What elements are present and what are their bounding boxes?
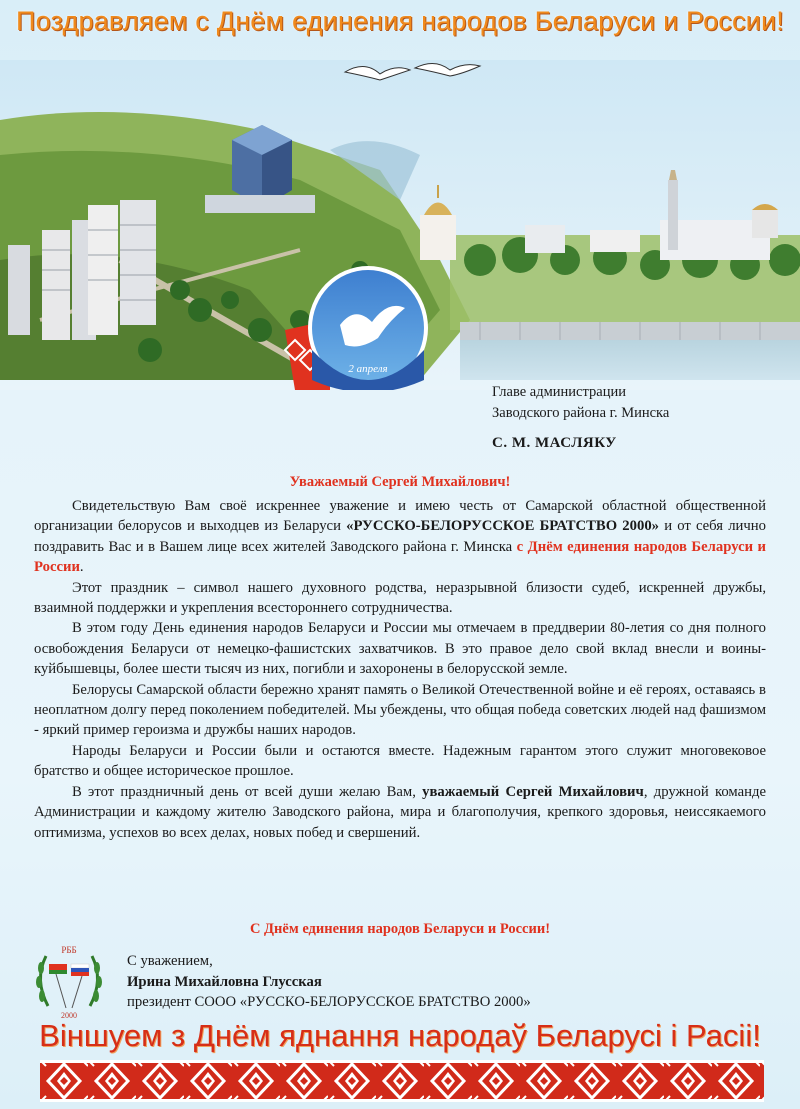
organization-name: «РУССКО-БЕЛОРУССКОЕ БРАТСТВО 2000» [346,518,660,535]
paragraph-6 [34,782,766,843]
signer-name: Ирина Михайловна Глусская [127,973,322,990]
city-collage-photo [0,60,800,390]
recipient-name: С. М. МАСЛЯКУ [492,435,617,451]
belarusian-ornament [40,1060,764,1102]
recipient-block [492,382,669,454]
paragraph-5: Народы Беларуси и России были и остаются вместе. Надежным гарантом этого служит многовековое братство и общее историческое прошлое. [34,742,766,780]
badge-date: 2 апреля [348,363,388,375]
p6-text-c: , дружной команде Администрации и каждому жителю Заводского района, мира и благополучия, крепкого здоровья, неиссякаемого оптимизма, успехов во всех делах, новых побед и свершений. [34,783,766,841]
unity-day-badge [308,266,428,390]
recipient-position: Главе администрации [492,384,626,400]
holiday-phrase: с Днём единения народов Беларуси и России [34,538,766,576]
emblem-year: 2000 [61,1011,77,1020]
p6-text-a: В этот праздничный день от всей души желаю Вам, [72,783,423,800]
regards-text: С уважением, [127,953,213,969]
organization-emblem [32,940,106,1022]
p1-text-e: . [79,559,84,576]
paragraph-1 [34,496,766,578]
signature-block [127,951,531,1013]
paragraph-3: В этом году День единения народов Беларуси и России мы отмечаем в преддверии 80-летия со дня полного освобождения Беларуси от немецко-фашистских захватчиков. В это правое дело свой вклад внесли и воины-куйбышевцы, более шести тысяч из них, погибли и захоронены в белорусской земле. [34,620,766,678]
footer-title: Віншуем з Днём яднання народаў Беларусі і Расіі! [39,1018,761,1053]
paragraph-2: Этот праздник – символ нашего духовного родства, неразрывной близости судеб, искренней дружбы, взаимной поддержки и укрепления всестороннего сотрудничества. [34,579,766,617]
signer-title: президент СООО «РУССКО-БЕЛОРУССКОЕ БРАТСТВО 2000» [127,994,531,1010]
letter-body [34,496,766,843]
emblem-letters: РББ [61,945,77,955]
p1-text-c: и от себя лично поздравить Вас и в Вашем лице всех жителей Заводского района г. Минска [34,518,766,555]
page-title: Поздравляем с Днём единения народов Беларуси и России! [16,6,784,36]
p1-text-a: Свидетельствую Вам своё искреннее уважение и имею честь от Самарской областной общественной организации белорусов и выходцев из Беларуси [34,498,766,535]
addressee-phrase: уважаемый Сергей Михайлович [422,783,644,800]
greeting: Уважаемый Сергей Михайлович! [289,474,511,490]
closing-wish: С Днём единения народов Беларуси и России! [249,921,551,937]
paragraph-4: Белорусы Самарской области бережно хранят память о Великой Отечественной войне и её героях, оставаясь в неоплатном долгу перед поколением победителей. Мы убеждены, что общая победа советских людей над фашизмом - яркий пример героизма и дружбы наших народов. [34,681,766,739]
recipient-district: Заводского района г. Минска [492,405,670,421]
